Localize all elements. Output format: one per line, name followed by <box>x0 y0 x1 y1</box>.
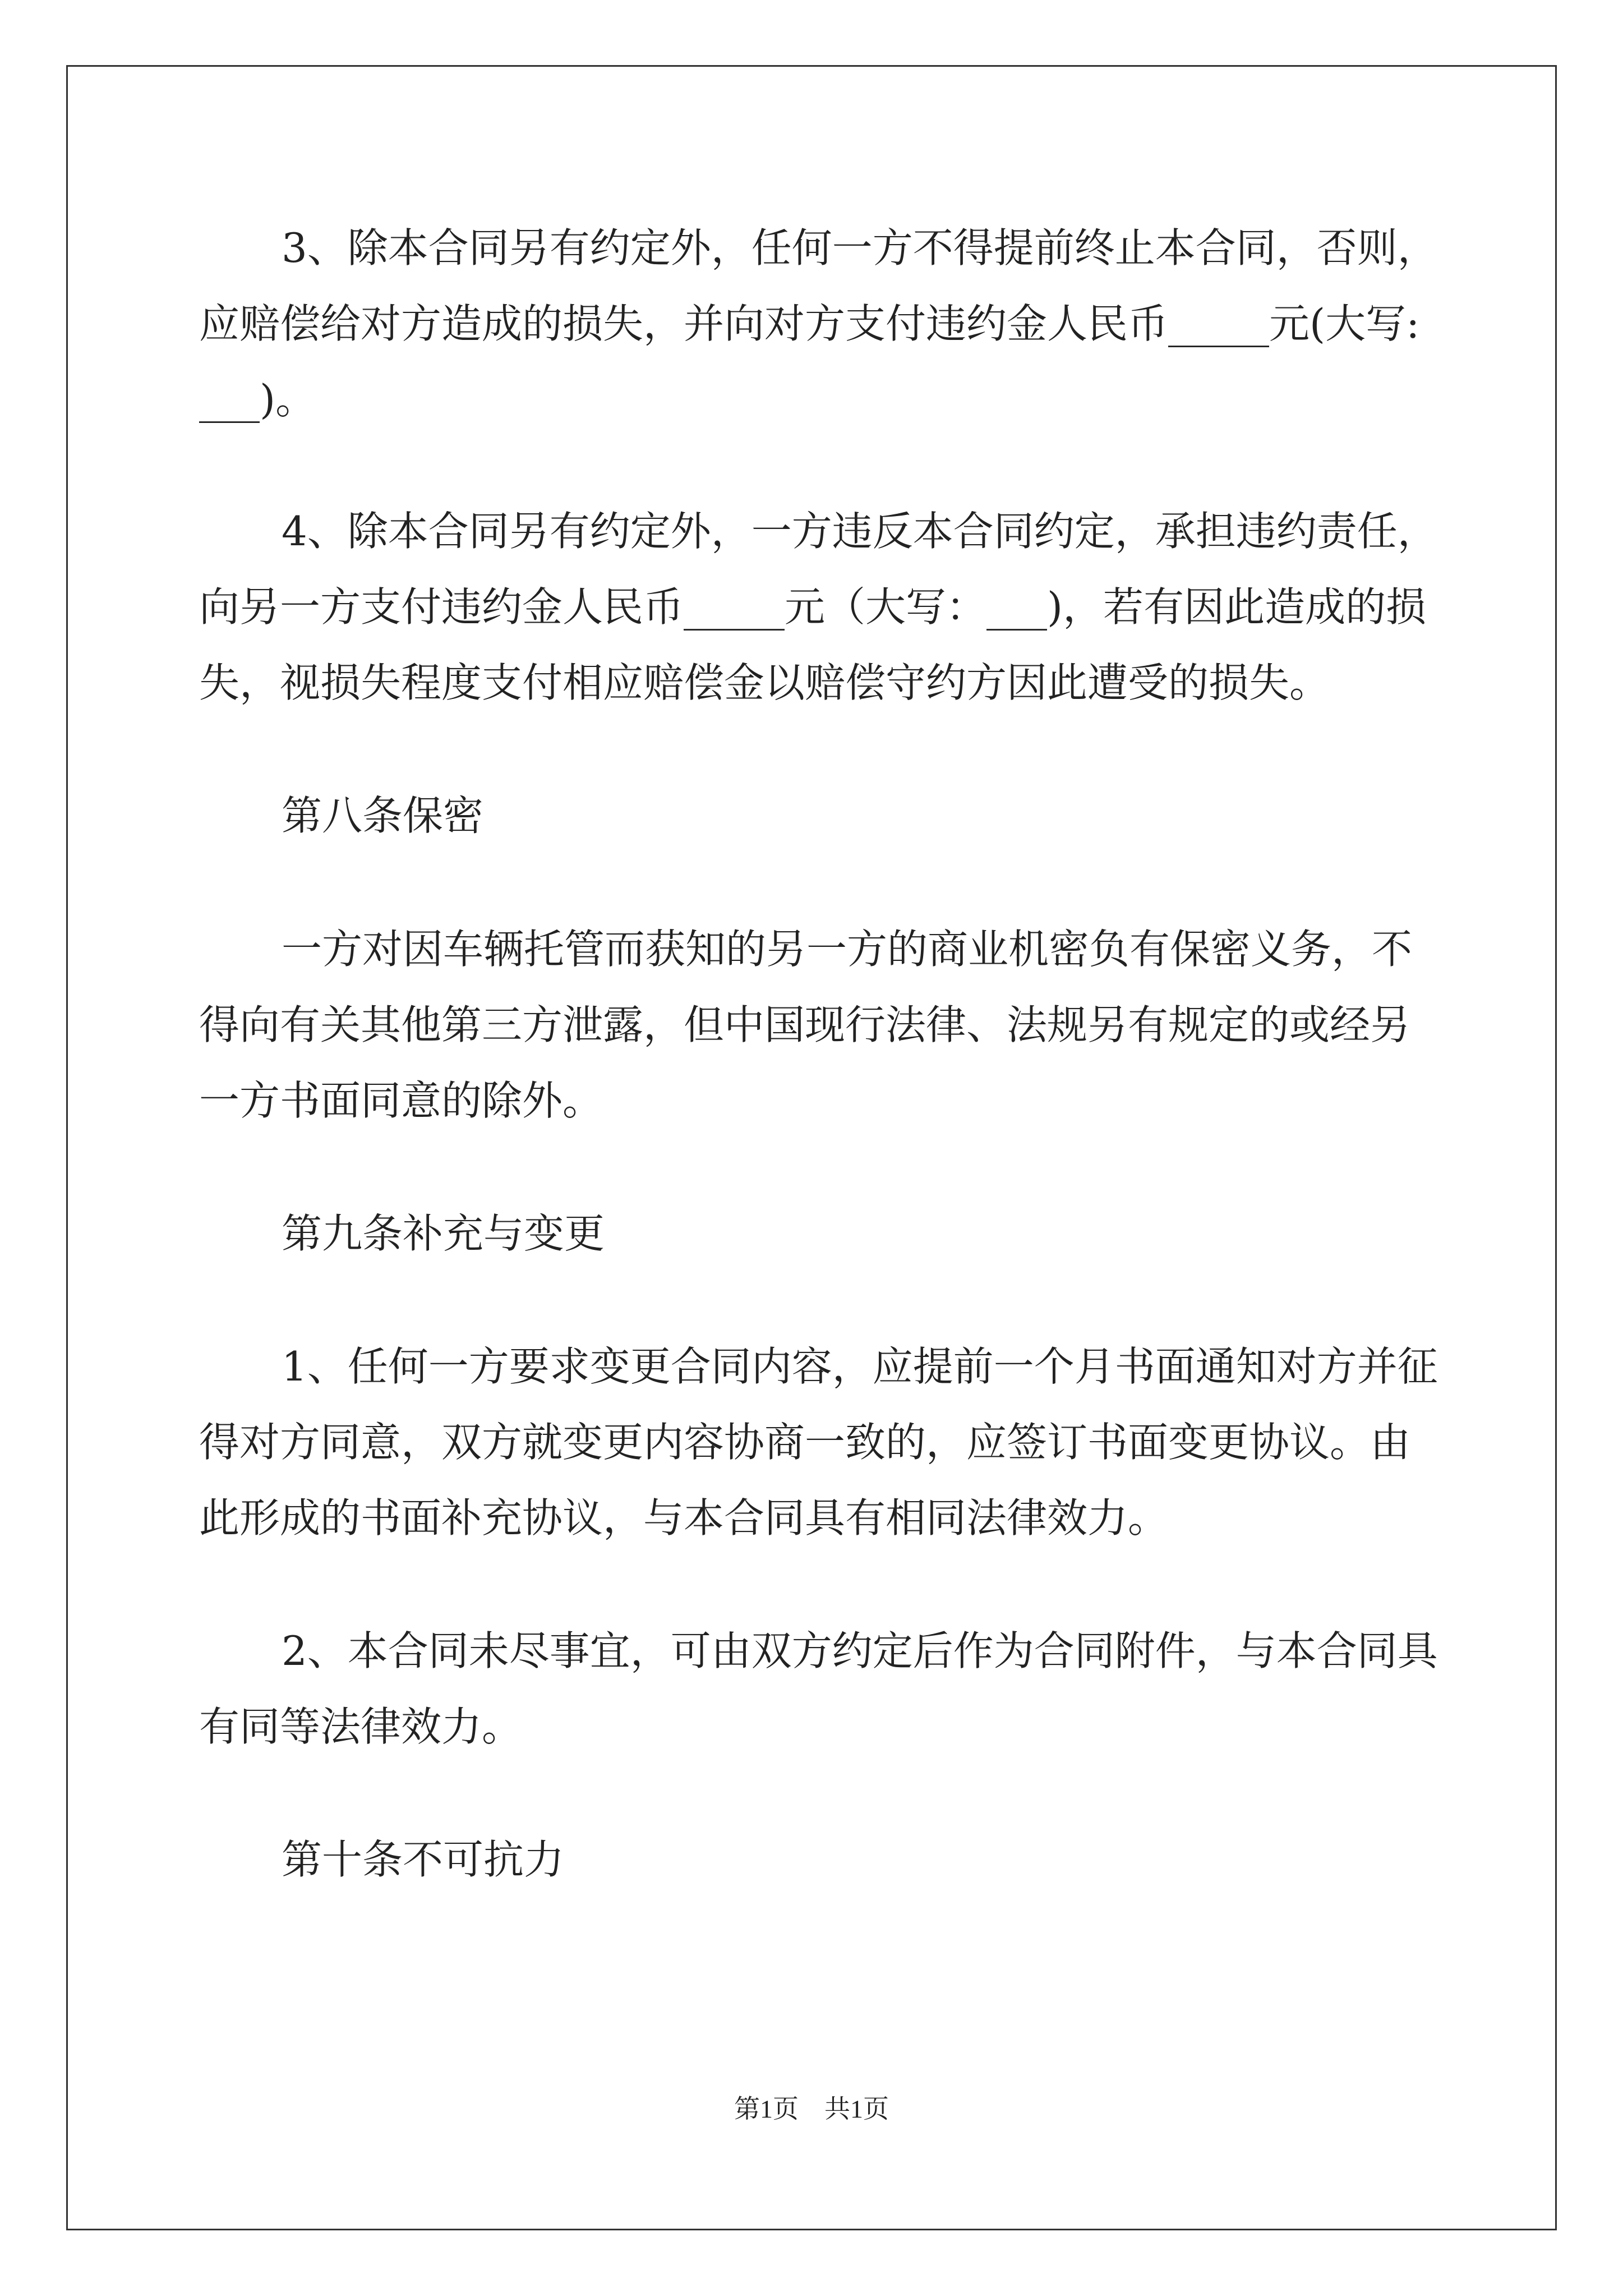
article-8-para-line-1: 一方对因车辆托管而获知的另一方的商业机密负有保密义务，不 <box>282 926 1413 973</box>
article-9-item-2-line-1: 2、本合同未尽事宜，可由双方约定后作为合同附件，与本合同具 <box>282 1627 1438 1674</box>
clause-3-line-1: 3、除本合同另有约定外，任何一方不得提前终止本合同，否则， <box>282 224 1438 272</box>
clause-4-line-1: 4、除本合同另有约定外，一方违反本合同约定，承担违约责任， <box>282 508 1438 555</box>
article-9-item-2-line-2: 有同等法律效力。 <box>199 1703 523 1750</box>
article-8-heading: 第八条保密 <box>282 792 484 839</box>
clause-3-line-3: ___)。 <box>199 376 316 423</box>
article-10-heading: 第十条不可抗力 <box>282 1836 565 1883</box>
article-9-item-1-line-2: 得对方同意，双方就变更内容协商一致的，应签订书面变更协议。由 <box>199 1419 1411 1466</box>
clause-4-line-2: 向另一方支付违约金人民币_____元（大写：___)，若有因此造成的损 <box>199 583 1427 631</box>
clause-4-line-3: 失，视损失程度支付相应赔偿金以赔偿守约方因此遭受的损失。 <box>199 659 1330 706</box>
article-9-item-1-line-3: 此形成的书面补充协议，与本合同具有相同法律效力。 <box>199 1494 1169 1542</box>
clause-3-line-2: 应赔偿给对方造成的损失，并向对方支付违约金人民币_____元(大写: <box>199 300 1420 347</box>
article-8-para-line-2: 得向有关其他第三方泄露，但中国现行法律、法规另有规定的或经另 <box>199 1001 1411 1048</box>
article-9-item-1-line-1: 1、任何一方要求变更合同内容，应提前一个月书面通知对方并征 <box>282 1343 1438 1390</box>
article-8-para-line-3: 一方书面同意的除外。 <box>199 1077 603 1124</box>
page-number-footer: 第1页 共1页 <box>734 2095 889 2123</box>
article-9-heading: 第九条补充与变更 <box>282 1210 605 1257</box>
